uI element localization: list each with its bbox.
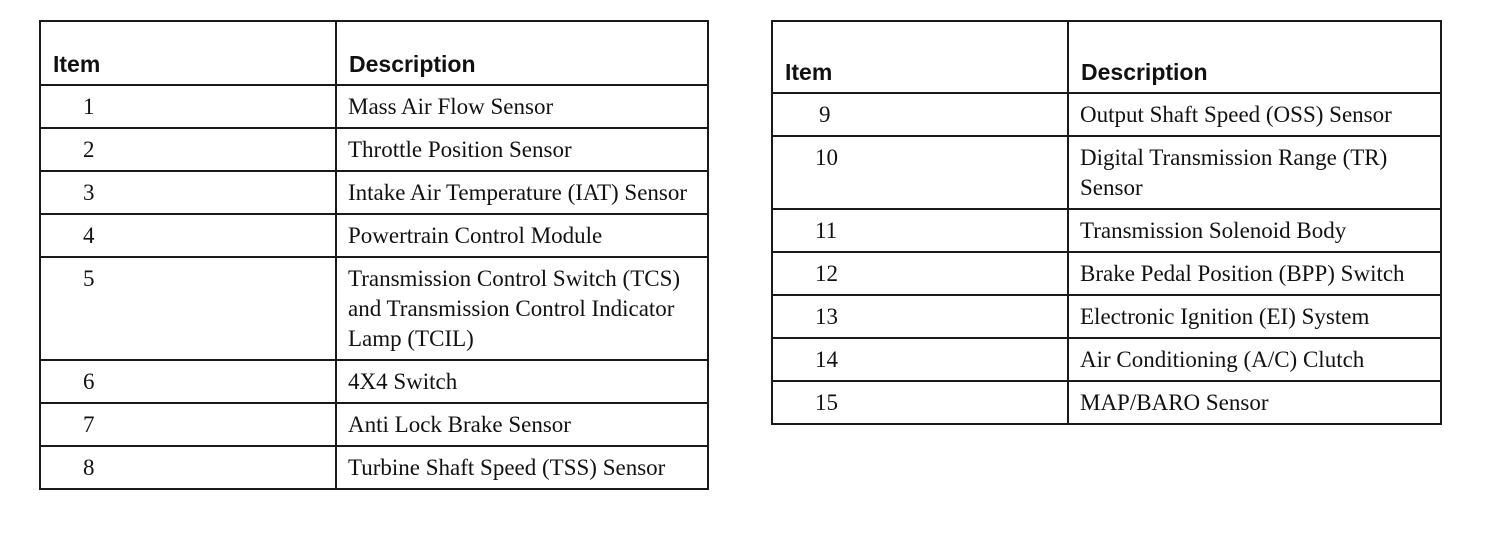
item-description: Electronic Ignition (EI) System	[1068, 295, 1441, 338]
table-row	[772, 381, 1441, 424]
item-number: 15	[772, 381, 1068, 424]
item-number: 7	[40, 403, 336, 446]
item-description: Powertrain Control Module	[336, 214, 708, 257]
item-number: 1	[40, 85, 336, 128]
item-description: Intake Air Temperature (IAT) Sensor	[336, 171, 708, 214]
table-row	[40, 403, 708, 446]
component-legend-table-left	[39, 20, 709, 490]
table-row	[772, 93, 1441, 136]
component-legend-table-right	[771, 20, 1442, 425]
table-header-row	[40, 21, 708, 85]
item-number: 6	[40, 360, 336, 403]
item-description: Transmission Control Switch (TCS) and Transmission Control Indicator Lamp (TCIL)	[336, 257, 708, 360]
column-header-item: Item	[772, 21, 1068, 93]
item-number: 14	[772, 338, 1068, 381]
table-row	[40, 171, 708, 214]
item-description: Output Shaft Speed (OSS) Sensor	[1068, 93, 1441, 136]
item-number: 2	[40, 128, 336, 171]
table-header-row	[772, 21, 1441, 93]
column-header-description: Description	[1068, 21, 1441, 93]
table-row	[772, 295, 1441, 338]
item-number: 3	[40, 171, 336, 214]
column-header-item: Item	[40, 21, 336, 85]
item-description: Throttle Position Sensor	[336, 128, 708, 171]
table-row	[40, 257, 708, 360]
table-row	[40, 446, 708, 489]
table-row	[772, 252, 1441, 295]
item-number: 12	[772, 252, 1068, 295]
item-number: 4	[40, 214, 336, 257]
item-number: 10	[772, 136, 1068, 209]
item-description: Anti Lock Brake Sensor	[336, 403, 708, 446]
item-description: Turbine Shaft Speed (TSS) Sensor	[336, 446, 708, 489]
item-description: Air Conditioning (A/C) Clutch	[1068, 338, 1441, 381]
item-description: Mass Air Flow Sensor	[336, 85, 708, 128]
item-description: Transmission Solenoid Body	[1068, 209, 1441, 252]
item-description: Digital Transmission Range (TR) Sensor	[1068, 136, 1441, 209]
item-description: MAP/BARO Sensor	[1068, 381, 1441, 424]
item-number: 11	[772, 209, 1068, 252]
item-number: 8	[40, 446, 336, 489]
item-description: Brake Pedal Position (BPP) Switch	[1068, 252, 1441, 295]
item-number: 5	[40, 257, 336, 360]
column-header-description: Description	[336, 21, 708, 85]
table-row	[772, 136, 1441, 209]
table-row	[772, 338, 1441, 381]
table-row	[40, 85, 708, 128]
table-row	[772, 209, 1441, 252]
table-row	[40, 128, 708, 171]
item-description: 4X4 Switch	[336, 360, 708, 403]
table-row	[40, 214, 708, 257]
item-number: 13	[772, 295, 1068, 338]
table-row	[40, 360, 708, 403]
item-number: 9	[772, 93, 1068, 136]
